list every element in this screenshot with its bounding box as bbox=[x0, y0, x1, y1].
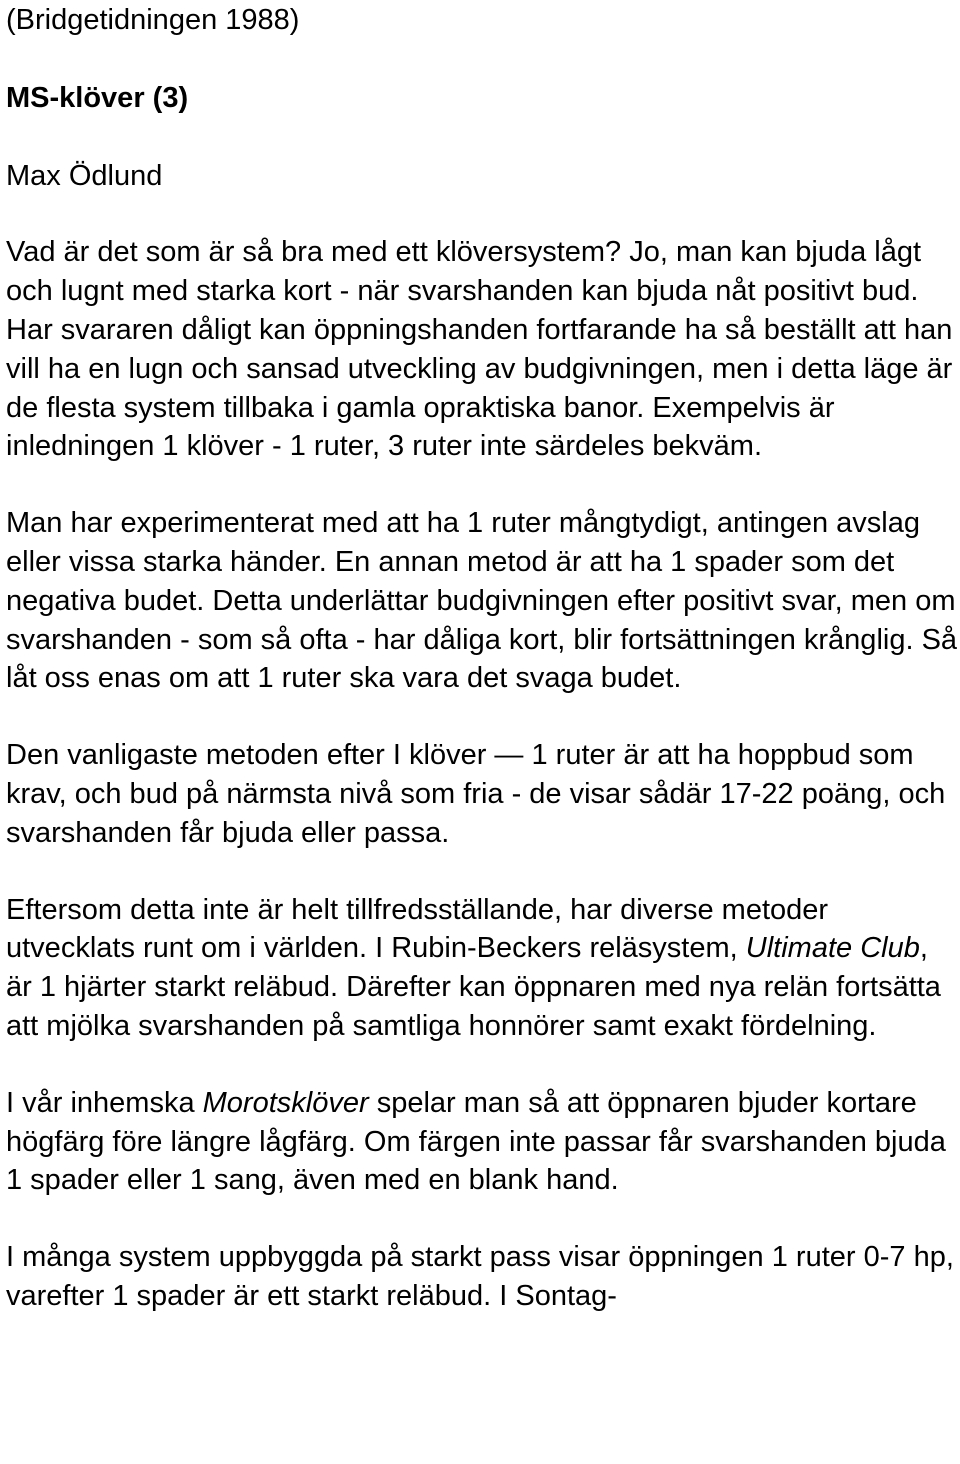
paragraph-4-emphasis: Ultimate Club bbox=[745, 932, 920, 965]
paragraph-5-text-a: I vår inhemska bbox=[6, 1086, 203, 1119]
paragraph-3: Den vanligaste metoden efter I klöver — 1 ruter är att ha hoppbud som krav, och bud på närmsta nivå som fria - de visar sådär 17-22 poäng, och svarshanden får bjuda eller passa. bbox=[6, 739, 946, 849]
paragraph-5-emphasis: Morotsklöver bbox=[202, 1086, 369, 1119]
paragraph-4-text-a: Eftersom detta inte är helt tillfredsställande, har diverse metoder utvecklats runt om i världen. I Rubin-Beckers reläsystem, bbox=[6, 893, 829, 965]
paragraph-5-text-b: spelar man så att öppnaren bjuder kortare högfärg före längre lågfärg. Om färgen inte passar får svarshanden bjuda 1 spader eller 1 sang, även med en blank hand. bbox=[6, 1086, 946, 1197]
paragraph-2: Man har experimenterat med att ha 1 ruter mångtydigt, antingen avslag eller vissa starka händer. En annan metod är att ha 1 spader som det negativa budet. Detta underlättar budgivningen efter positivt svar, men om svarshanden - som så ofta - har dåliga kort, blir fortsättningen krånglig. Så låt oss enas om att 1 ruter ska vara det svaga budet. bbox=[6, 507, 958, 695]
paragraph-4-text-b: , är 1 hjärter starkt reläbud. Därefter kan öppnaren med nya relän fortsätta att mjölka svarshanden på samtliga honnörer samt exakt fördelning. bbox=[6, 932, 941, 1042]
author-name: Max Ödlund bbox=[6, 159, 163, 192]
source-line: (Bridgetidningen 1988) bbox=[6, 4, 300, 36]
article-title: MS-klöver (3) bbox=[6, 81, 189, 114]
paragraph-5 bbox=[6, 1084, 958, 1200]
paragraph-4 bbox=[6, 891, 958, 1046]
paragraph-6: I många system uppbyggda på starkt pass visar öppningen 1 ruter 0-7 hp, varefter 1 spader är ett starkt reläbud. I Sontag- bbox=[6, 1241, 954, 1312]
paragraph-1: Vad är det som är så bra med ett klöversystem? Jo, man kan bjuda lågt och lugnt med starka kort - när svarshanden kan bjuda nåt positivt bud. Har svararen dåligt kan öppningshanden fortfarande ha så beställt att han vill ha en lugn och sansad utveckling av budgivningen, men i detta läge är de flesta system tillbaka i gamla opraktiska banor. Exempelvis är inledningen 1 klöver - 1 ruter, 3 ruter inte särdeles bekväm. bbox=[6, 236, 953, 463]
document-page bbox=[6, 0, 958, 1316]
